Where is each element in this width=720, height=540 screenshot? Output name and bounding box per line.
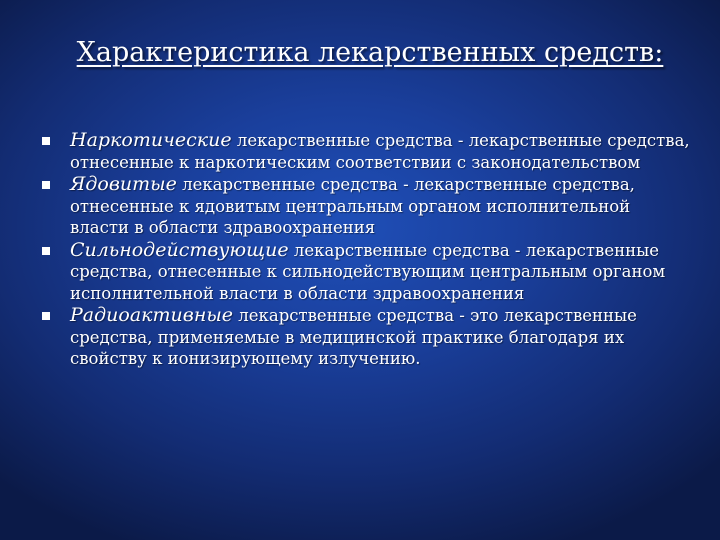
bullet-item-radioactive [42, 305, 692, 370]
square-bullet-icon [42, 137, 50, 145]
bullet-list [42, 130, 692, 371]
bullet-definition: лекарственные средства - лекарственные средства, отнесенные к наркотическим соответствии с законодательством [70, 131, 690, 172]
bullet-item-narcotic [42, 130, 692, 173]
bullet-item-potent [42, 240, 692, 305]
bullet-term: Наркотические [70, 129, 232, 151]
bullet-definition: лекарственные средства - лекарственные средства, отнесенные к сильнодействующим центральным органом исполнительной власти в области здравоохранения [70, 240, 666, 303]
bullet-term: Сильнодействующие [70, 238, 289, 261]
bullet-term: Ядовитые [70, 173, 177, 195]
bullet-item-poisonous [42, 174, 692, 239]
bullet-definition: лекарственные средства - лекарственные средства, отнесенные к ядовитым центральным органом исполнительной власти в области здравоохранения [70, 175, 635, 237]
bullet-term: Радиоактивные [70, 304, 234, 326]
bullet-definition: лекарственные средства - это лекарственные средства, применяемые в медицинской практике благодаря их свойству к ионизирующему излучению. [70, 306, 637, 368]
square-bullet-icon [42, 181, 50, 189]
slide-title: Характеристика лекарственных средств: [76, 37, 664, 68]
square-bullet-icon [42, 312, 50, 320]
square-bullet-icon [42, 247, 50, 255]
